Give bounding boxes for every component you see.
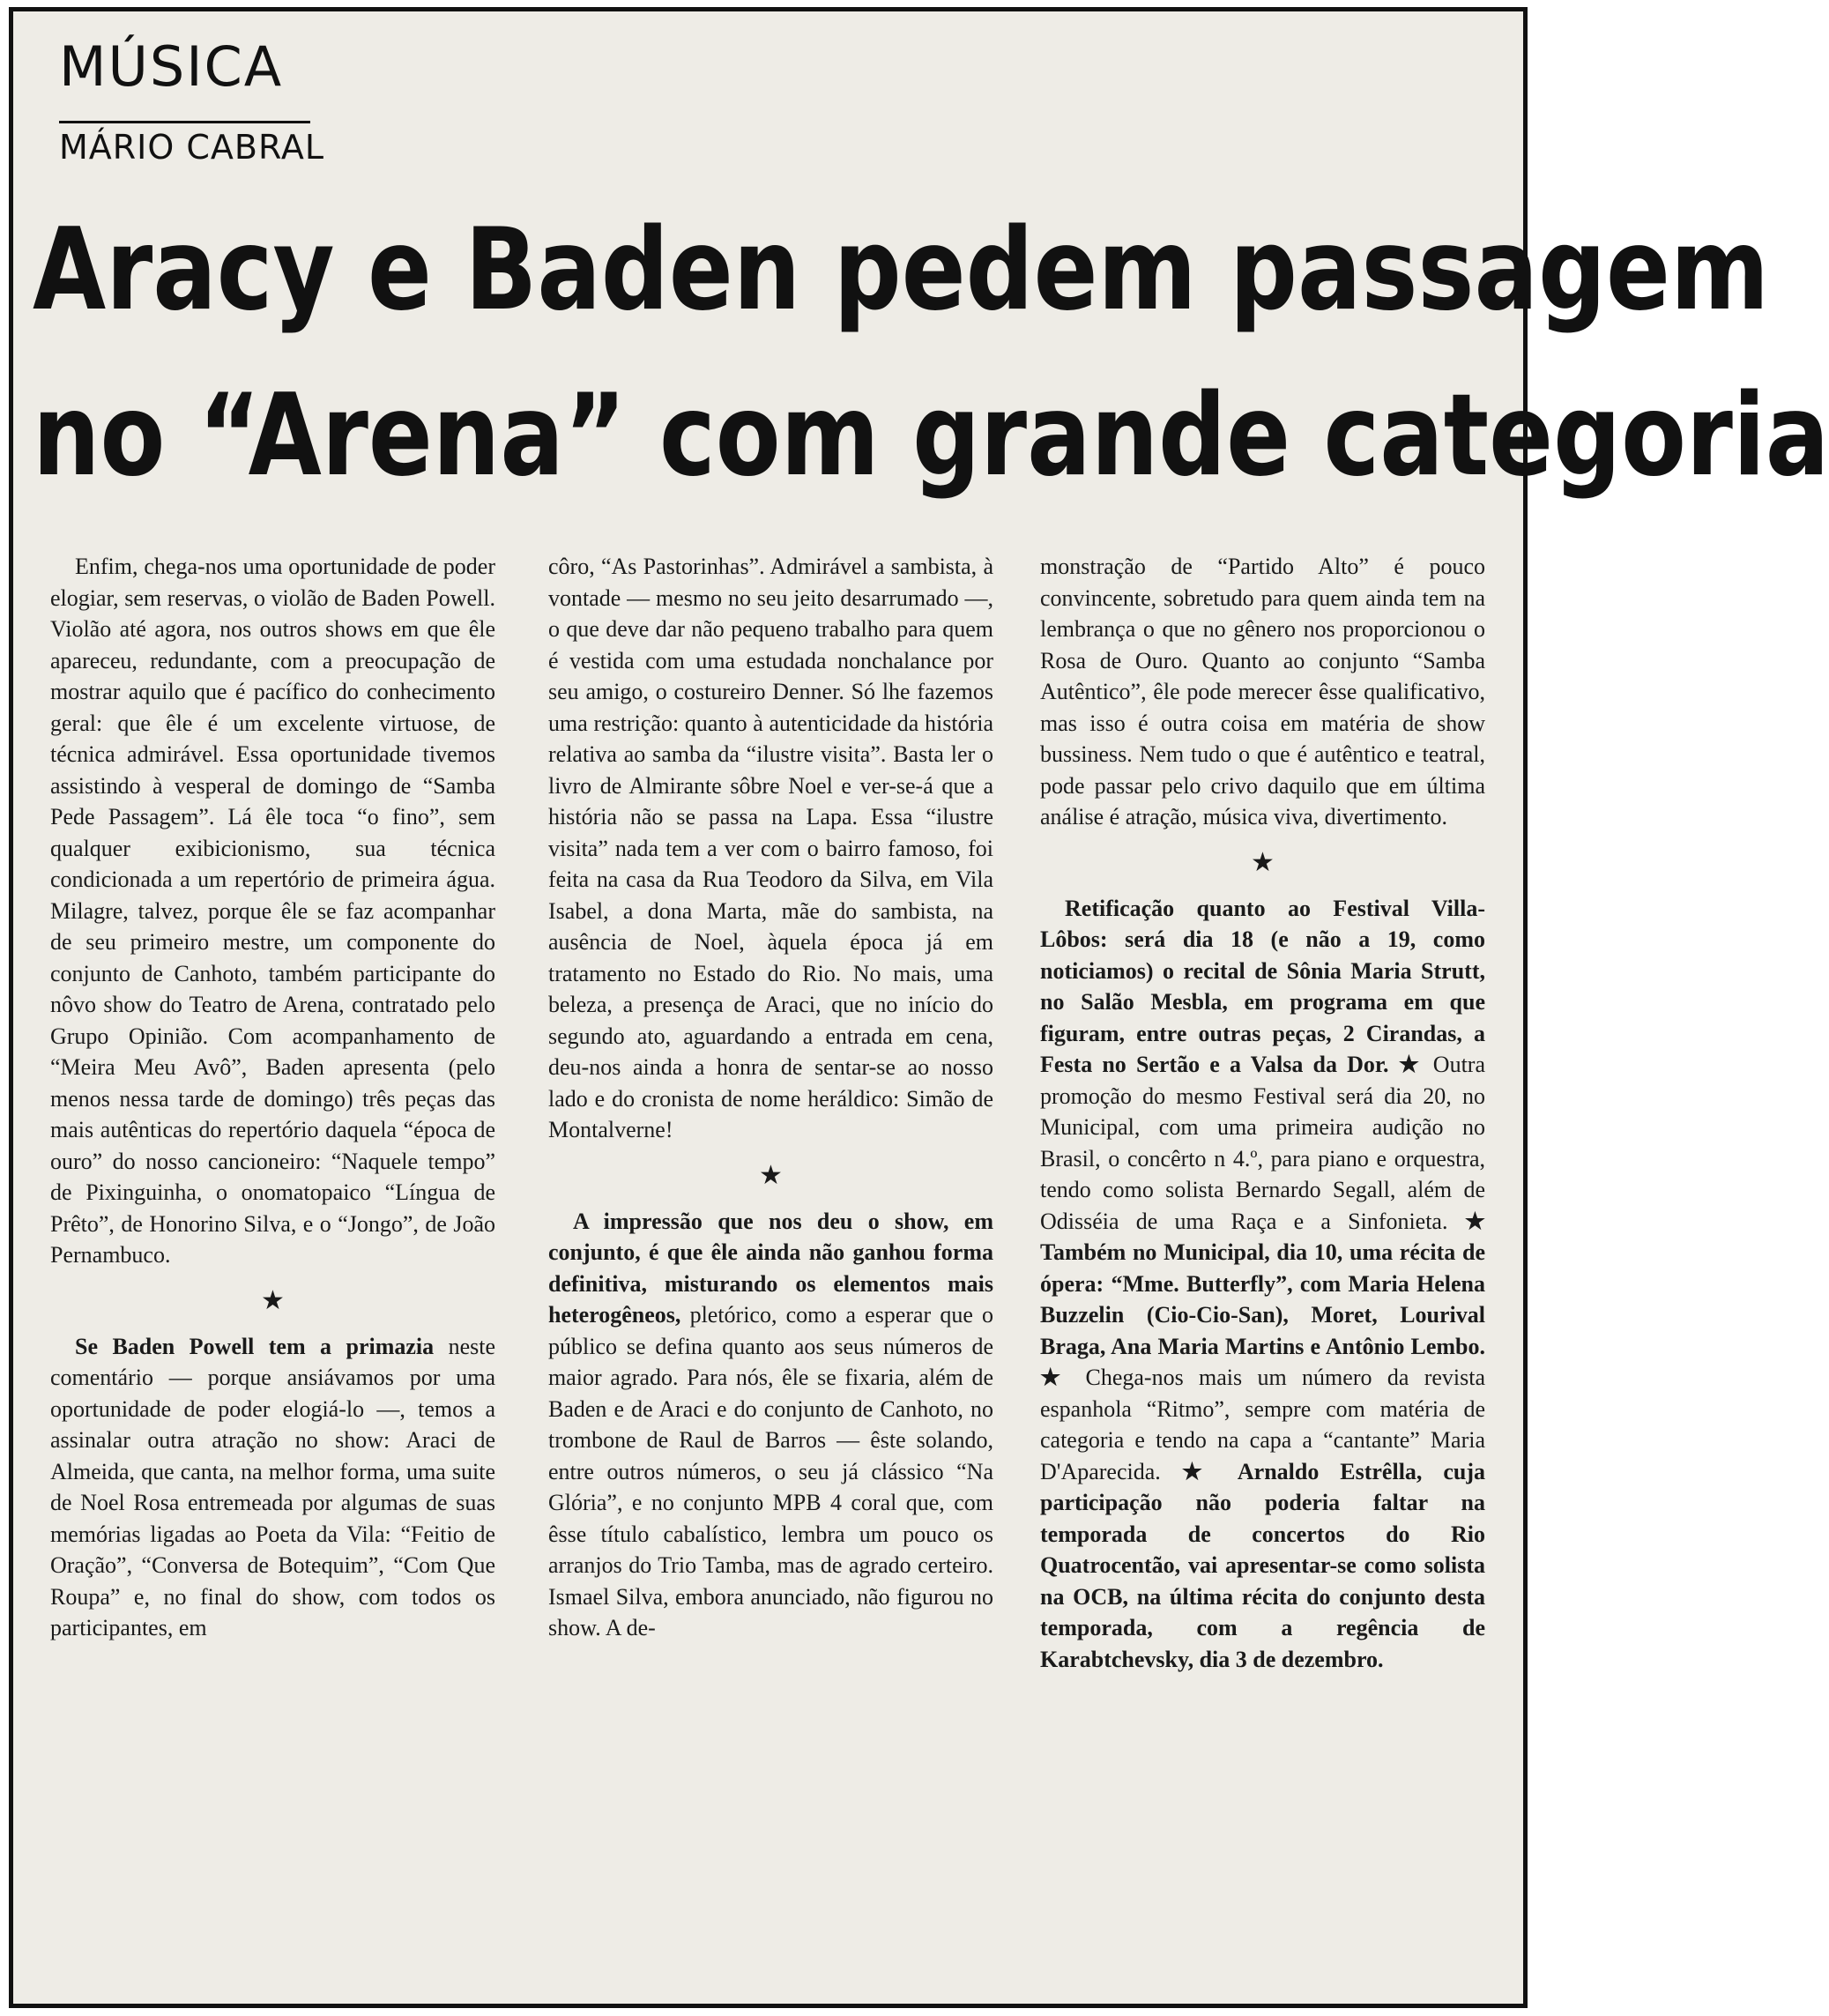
- column-3-paragraph-3-body: Chega-nos mais um número da revista espanhola “Ritmo”, sempre com matéria de categoria e tendo na capa a “cantante” Maria D'Aparecida.: [1040, 1365, 1485, 1484]
- headline-line-2: no “Arena” com grande categoria: [33, 370, 1829, 502]
- column-2-paragraph-1: côro, “As Pastorinhas”. Admirável a sambista, à vontade — mesmo no seu jeito desarrumado —, o que deve dar não pequeno trabalho para quem é vestida com uma estudada nonchalance por seu amigo, o costureiro Denner. Só lhe fazemos uma restrição: quanto à autenticidade da história relativa ao samba da “ilustre visita”. Basta ler o livro de Almirante sôbre Noel e ver-se-á que a história não se passa na Lapa. Essa “ilustre visita” nada tem a ver com o bairro famoso, foi feita na casa da Rua Teodoro da Silva, em Vila Isabel, a dona Marta, mãe do sambista, na ausência de Noel, àquela época já em tratamento no Estado do Rio. No mais, uma beleza, a presença de Araci, que no início do segundo ato, aguardando a entrada em cena, deu-nos ainda a honra de sentar-se ao nosso lado e do cronista de nome heráldico: Simão de Montalverne!: [548, 554, 993, 1142]
- article-column-2: [548, 551, 993, 1644]
- column-3-paragraph-1: monstração de “Partido Alto” é pouco convincente, sobretudo para quem ainda tem na lembrança o que no gênero nos proporcionou o Rosa de Ouro. Quanto ao conjunto “Samba Autêntico”, êle pode merecer êsse qualificativo, mas isso é outra coisa em matéria de show bussiness. Nem tudo o que é autêntico e teatral, pode passar pelo crivo daquilo que em última análise é atração, música viva, divertimento.: [1040, 554, 1485, 829]
- column-3-paragraph-2-body: Outra promoção do mesmo Festival será dia 20, no Municipal, com uma primeira audição no Brasil, o concêrto n 4.º, para piano e orquestra, tendo como solista Bernardo Segall, além de Odisséia de uma Raça e a Sinfonieta.: [1040, 1052, 1485, 1234]
- column-2-paragraph-2-lead: A impressão que nos deu o show, em conjunto, é que êle ainda não ganhou forma definitiva, misturando os elementos mais heterogêneos,: [548, 1208, 993, 1328]
- star-separator: ★: [261, 1284, 285, 1316]
- star-separator: ★: [1251, 846, 1275, 878]
- column-2-paragraph-2-body: pletórico, como a esperar que o público se defina quanto aos seus números de maior agrado. Para nós, êle se fixaria, além de Baden e de Araci e do conjunto de Canhoto, no trombone de Raul de Barros — êste solando, entre outros números, o seu já clássico “Na Glória”, e no conjunto MPB 4 coral que, com êsse título cabalístico, lembra um pouco os arranjos do Trio Tamba, mas de agrado certeiro. Ismael Silva, embora anunciado, não figurou no show. A de-: [548, 1302, 993, 1640]
- column-3-paragraph-4-lead: ★ Arnaldo Estrêlla, cuja participação não poderia faltar na temporada de concertos do Rio Quatrocentão, vai apresentar-se como solista na OCB, na última récita do conjunto desta temporada, com a regência de Karabtchevsky, dia 3 de dezembro.: [1040, 1458, 1485, 1672]
- column-1-paragraph-2-lead: Se Baden Powell tem a primazia: [75, 1333, 435, 1359]
- article-column-1: [50, 551, 495, 1644]
- headline: [33, 205, 1829, 502]
- column-2-paragraph-2: [548, 1206, 993, 1644]
- article-column-3: [1040, 551, 1485, 1675]
- column-3-paragraph-2-lead: Retificação quanto ao Festival Villa-Lôbos: será dia 18 (e não a 19, como noticiamos) o recital de Sônia Maria Strutt, no Salão Mesbla, em programa em que figuram, entre outras peças, 2 Cirandas, a Festa no Sertão e a Valsa da Dor. ★: [1040, 895, 1485, 1077]
- column-1-paragraph-2: [50, 1331, 495, 1644]
- column-1-paragraph-1: Enfim, chega-nos uma oportunidade de poder elogiar, sem reservas, o violão de Baden Powell. Violão até agora, nos outros shows em que êle apareceu, redundante, com a preocupação de mostrar aquilo que é pacífico do conhecimento geral: que êle é um excelente virtuose, de técnica admirável. Essa oportunidade tivemos assistindo à vesperal de domingo de “Samba Pede Passagem”. Lá êle toca “o fino”, sem qualquer exibicionismo, sua técnica condicionada a um repertório de primeira água. Milagre, talvez, porque êle se faz acompanhar de seu primeiro mestre, um componente do conjunto de Canhoto, também participante do nôvo show do Teatro de Arena, contratado pelo Grupo Opinião. Com acompanhamento de “Meira Meu Avô”, Baden apresenta (pelo menos nessa tarde de domingo) três peças das mais autênticas do repertório daquela “época de ouro” do nosso cancioneiro: “Naquele tempo” de Pixinguinha, o onomatopaico “Língua de Prêto”, de Honorino Silva, e o “Jongo”, de João Pernambuco.: [50, 554, 495, 1268]
- column-1-paragraph-2-body: neste comentário — porque ansiávamos por uma oportunidade de poder elogiá-lo —, temos a assinalar outra atração no show: Araci de Almeida, que canta, na melhor forma, uma suite de Noel Rosa entremeada por algumas de suas memórias ligadas ao Poeta da Vila: “Feitio de Oração”, “Conversa de Botequim”, “Com Que Roupa” e, no final do show, com todos os participantes, em: [50, 1333, 495, 1640]
- column-3-paragraph-2: [1040, 893, 1485, 1676]
- star-separator: ★: [759, 1159, 783, 1191]
- column-3-paragraph-3-lead: ★ Também no Municipal, dia 10, uma récita de ópera: “Mme. Butterfly”, com Maria Helena Buzzelin (Cio-Cio-San), Moret, Lourival Braga, Ana Maria Martins e Antônio Lembo. ★: [1040, 1208, 1485, 1390]
- section-label: MÚSICA: [59, 34, 284, 99]
- headline-line-1: Aracy e Baden pedem passagem: [33, 205, 1770, 336]
- byline: MÁRIO CABRAL: [59, 128, 325, 167]
- section-rule: [59, 121, 310, 123]
- newspaper-clipping: [9, 7, 1829, 2008]
